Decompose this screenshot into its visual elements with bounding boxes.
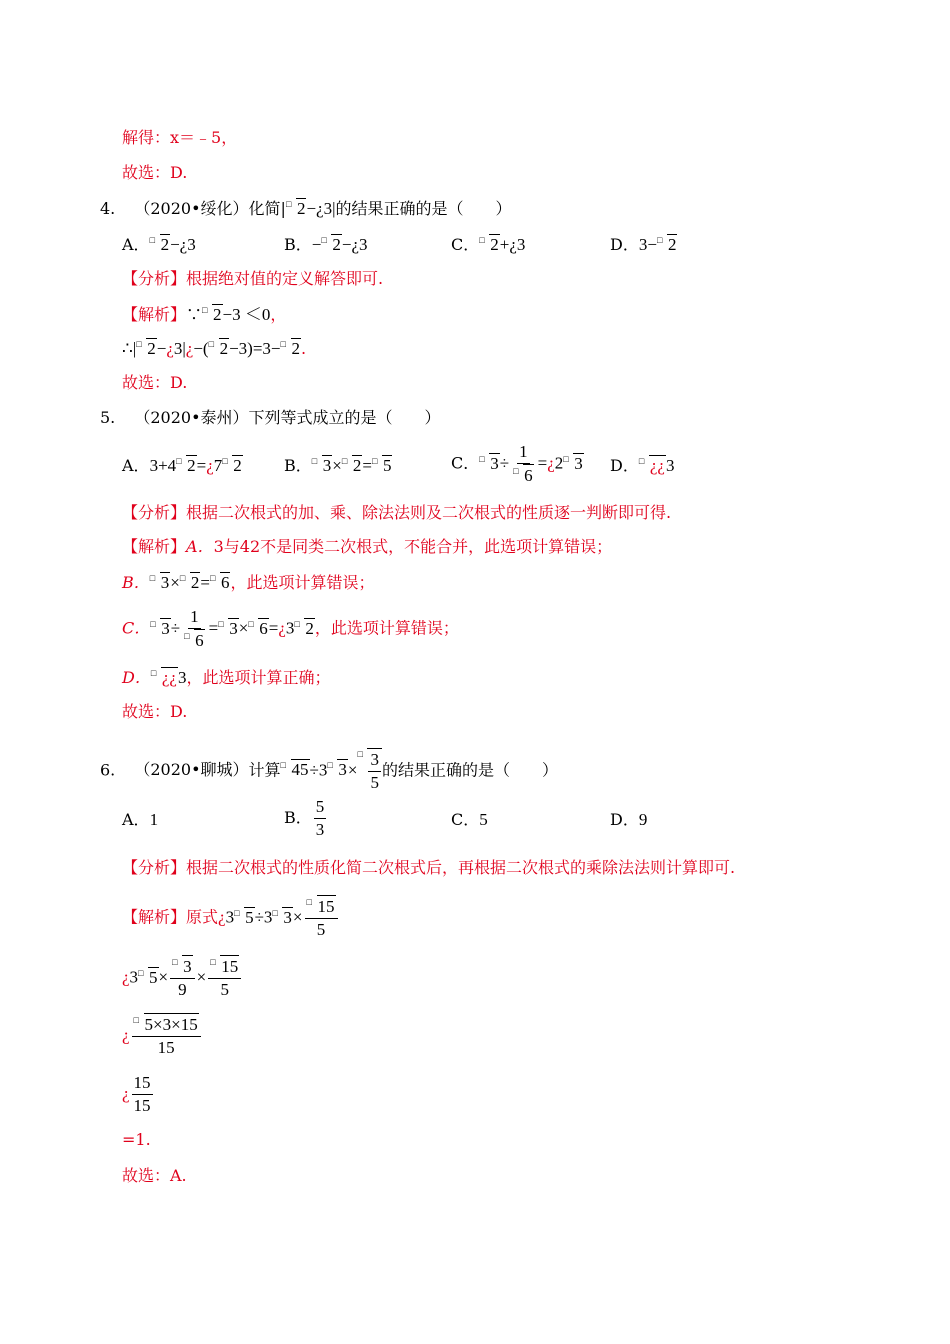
q6-opt-d-value: 9	[638, 810, 648, 829]
q4-solution-tag: 【解析】	[122, 305, 187, 324]
q5-opt-a-label: A．	[122, 456, 150, 475]
q5-opt-d-label: D．	[610, 456, 639, 475]
q6-stem: 6. （2020•聊城）计算 □ 45÷3 □ 3× □ $\frac{3}{5}$ 的结果正确的是（ ）	[100, 749, 558, 792]
q4-answer: 故选：D.	[122, 373, 188, 392]
q4-solution-2: ∴| □ 2−¿3|¿−( □ 2−3)=3− □ 2.	[122, 339, 307, 358]
q5-opt-b-label: B．	[284, 456, 312, 475]
q4-stem: 4. （2020•绥化）化简| □ 2−¿3|的结果正确的是（ ）	[100, 199, 512, 218]
q5-sol-d-label: D．	[122, 668, 151, 687]
q4-number: 4.	[100, 199, 116, 218]
q5-analysis-text: 根据二次根式的加、乘、除法法则及二次根式的性质逐一判断即可得.	[186, 503, 672, 522]
q6-stem-post: 的结果正确的是（ ）	[381, 760, 558, 780]
q5-sol-c-text: ，此选项计算错误；	[314, 618, 459, 638]
q6-answer: 故选：A.	[122, 1166, 187, 1185]
q6-opt-c-label: C．	[451, 810, 480, 829]
q6-solution-1: 【解析】原式¿3 □ 5÷3 □ 3× □ 15 5	[122, 895, 340, 941]
q6-stem-pre: 计算	[248, 760, 281, 780]
q5-sol-c-label: C．	[122, 618, 151, 638]
q5-sol-b-label: B．	[122, 573, 150, 592]
q4-stem-post: 的结果正确的是（ ）	[335, 199, 512, 218]
q3-answer: 故选：D.	[122, 163, 188, 182]
q5-solution-tag: 【解析】	[122, 537, 187, 556]
q3-solution: 解得：x＝﹣5，	[122, 128, 238, 147]
q6-opt-a-label: A．	[122, 810, 150, 829]
q4-solution-1: 【解析】∵ □ 2−3 ＜0，	[122, 305, 287, 324]
q6-solution-4: ¿ $\frac{15}{15}$	[122, 1073, 151, 1115]
q6-opt-c-value: 5	[479, 810, 488, 829]
q6-solution-tag: 【解析】	[122, 907, 187, 927]
q4-opt-b-label: B．	[284, 235, 312, 254]
q4-analysis-tag: 【分析】	[122, 269, 187, 288]
q5-solution-a	[122, 537, 612, 557]
q6-final: =1.	[122, 1130, 151, 1149]
q5-answer: 故选：D.	[122, 702, 188, 721]
q6-analysis-tag: 【分析】	[122, 858, 187, 877]
q4-stem-pre: 化简	[248, 199, 281, 218]
q5-analysis-tag: 【分析】	[122, 503, 187, 522]
q5-stem	[100, 408, 441, 428]
q4-opt-a-label: A．	[122, 235, 150, 254]
q6-opt-b-den: 3	[315, 820, 325, 839]
q5-stem-text: 下列等式成立的是（ ）	[248, 408, 441, 427]
q6-source: （2020•聊城）	[134, 760, 249, 780]
q5-number: 5.	[100, 408, 116, 427]
q6-opt-b-num: 5	[314, 796, 327, 819]
q6-analysis	[122, 858, 735, 878]
q6-number: 6.	[100, 760, 116, 780]
q6-solution-2: ¿3 □ 5× □ 3 9 × □ 15 5	[122, 955, 243, 1001]
q5-solution-c: C． □ 3÷ 1 □ 6 = □ 3× □ 6=¿3 □ 2，此选项计算错误；	[122, 607, 459, 650]
q4-opt-c-label: C．	[451, 235, 480, 254]
q4-radical: □ 2	[285, 199, 306, 218]
q5-opt-c-label: C．	[451, 453, 480, 473]
q5-sol-a-text: 3与42不是同类二次根式，不能合并，此选项计算错误；	[213, 537, 613, 556]
q4-source: （2020•绥化）	[134, 199, 249, 218]
q5-analysis	[122, 503, 671, 523]
q5-source: （2020•泰州）	[134, 408, 249, 427]
q6-opt-b-label: B．	[284, 808, 312, 827]
q5-sol-b-text: ，此选项计算错误；	[230, 573, 375, 592]
q4-analysis	[122, 269, 383, 289]
q4-analysis-text: 根据绝对值的定义解答即可.	[186, 269, 384, 288]
q5-solution-d: D． □ ¿¿3，此选项计算正确；	[122, 668, 331, 687]
q4-opt-d-label: D．	[610, 235, 639, 254]
q6-opt-a-value: 1	[149, 810, 159, 829]
q6-sol-prefix: 原式	[186, 907, 219, 927]
q5-sol-a-label: A．	[186, 537, 214, 556]
q5-sol-d-text: ，此选项计算正确；	[186, 668, 331, 687]
q5-solution-b: B． □ 3× □ 2= □ 6，此选项计算错误；	[122, 573, 375, 592]
q6-analysis-text: 根据二次根式的性质化简二次根式后，再根据二次根式的乘除法法则计算即可.	[186, 858, 736, 877]
q6-opt-d-label: D．	[610, 810, 639, 829]
q6-solution-3: ¿ □ 5×3×15 15	[122, 1013, 203, 1059]
